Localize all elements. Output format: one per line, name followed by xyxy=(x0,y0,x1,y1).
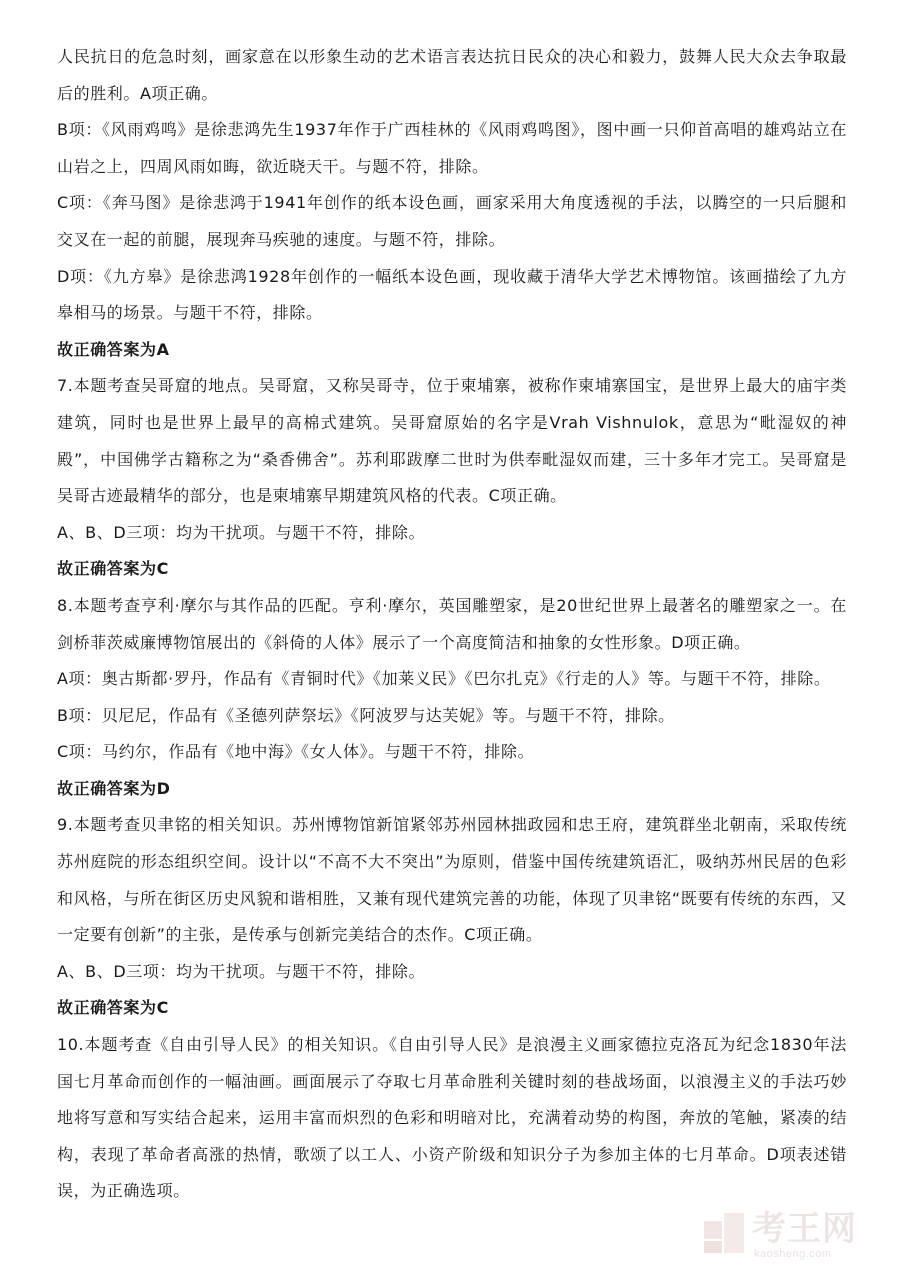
paragraph: A、B、D三项：均为干扰项。与题干不符，排除。 xyxy=(57,961,426,981)
paragraph: 8.本题考查亨利·摩尔与其作品的匹配。亨利·摩尔，英国雕塑家，是20世纪世界上最著名的雕塑家之一。在剑桥菲茨威廉博物馆展出的《斜倚的人体》展示了一个高度简洁和抽象的女性形象。D项正确。 xyxy=(57,595,847,652)
paragraph: A项：奥古斯都·罗丹，作品有《青铜时代》《加莱义民》《巴尔扎克》《行走的人》等。与题干不符，排除。 xyxy=(57,669,831,689)
document-body xyxy=(57,39,847,1210)
answer-line: 故正确答案为D xyxy=(57,778,171,798)
paragraph: 9.本题考查贝聿铭的相关知识。苏州博物馆新馆紧邻苏州园林拙政园和忠王府，建筑群坐北朝南，采取传统苏州庭院的形态组织空间。设计以“不高不大不突出”为原则，借鉴中国传统建筑语汇，吸纳苏州民居的色彩和风格，与所在街区历史风貌和谐相胜，又兼有现代建筑完善的功能，体现了贝聿铭“既要有传统的东西，又一定要有创新”的主张，是传承与创新完美结合的杰作。C项正确。 xyxy=(57,815,847,945)
watermark xyxy=(702,1209,882,1263)
watermark-domain: kaosheng.com xyxy=(754,1248,832,1260)
answer-line: 故正确答案为C xyxy=(57,998,169,1018)
paragraph: A、B、D三项：均为干扰项。与题干不符，排除。 xyxy=(57,522,426,542)
kaosheng-logo-icon xyxy=(702,1211,746,1255)
watermark-site-name: 考王网 xyxy=(752,1210,857,1248)
paragraph: B项：《风雨鸡鸣》是徐悲鸿先生1937年作于广西桂林的《风雨鸡鸣图》，图中画一只仰首高唱的雄鸡站立在山岩之上，四周风雨如晦，欲近晓天干。与题不符，排除。 xyxy=(57,120,847,176)
paragraph: B项：贝尼尼，作品有《圣德列萨祭坛》《阿波罗与达芙妮》等。与题干不符，排除。 xyxy=(57,705,675,725)
answer-line: 故正确答案为A xyxy=(57,339,170,359)
paragraph: D项：《九方皋》是徐悲鸿1928年创作的一幅纸本设色画，现收藏于清华大学艺术博物馆。该画描绘了九方皋相马的场景。与题干不符，排除。 xyxy=(57,266,847,323)
paragraph: 人民抗日的危急时刻，画家意在以形象生动的艺术语言表达抗日民众的决心和毅力，鼓舞人民大众去争取最后的胜利。A项正确。 xyxy=(57,47,847,103)
paragraph: 10.本题考查《自由引导人民》的相关知识。《自由引导人民》是浪漫主义画家德拉克洛瓦为纪念1830年法国七月革命而创作的一幅油画。画面展示了夺取七月革命胜利关键时刻的巷战场面，以浪漫主义的手法巧妙地将写意和写实结合起来，运用丰富而炽烈的色彩和明暗对比，充满着动势的构图，奔放的笔触，紧凑的结构，表现了革命者高涨的热情，歌颂了以工人、小资产阶级和知识分子为参加主体的七月革命。D项表述错误，为正确选项。 xyxy=(57,1035,847,1201)
paragraph: C项：《奔马图》是徐悲鸿于1941年创作的纸本设色画，画家采用大角度透视的手法，以腾空的一只后腿和交叉在一起的前腿，展现奔马疾驰的速度。与题不符，排除。 xyxy=(57,193,847,249)
answer-line: 故正确答案为C xyxy=(57,559,169,579)
paragraph: C项：马约尔，作品有《地中海》《女人体》。与题干不符，排除。 xyxy=(57,742,535,762)
paragraph: 7.本题考查吴哥窟的地点。吴哥窟，又称吴哥寺，位于柬埔寨，被称作柬埔寨国宝，是世界上最大的庙宇类建筑，同时也是世界上最早的高棉式建筑。吴哥窟原始的名字是Vrah Vishnulok，意思为“毗湿奴的神殿”，中国佛学古籍称之为“桑香佛舍”。苏利耶跋摩二世时为供奉毗湿奴而建，三十多年才完工。吴哥窟是吴哥古迹最精华的部分，也是柬埔寨早期建筑风格的代表。C项正确。 xyxy=(57,376,847,506)
